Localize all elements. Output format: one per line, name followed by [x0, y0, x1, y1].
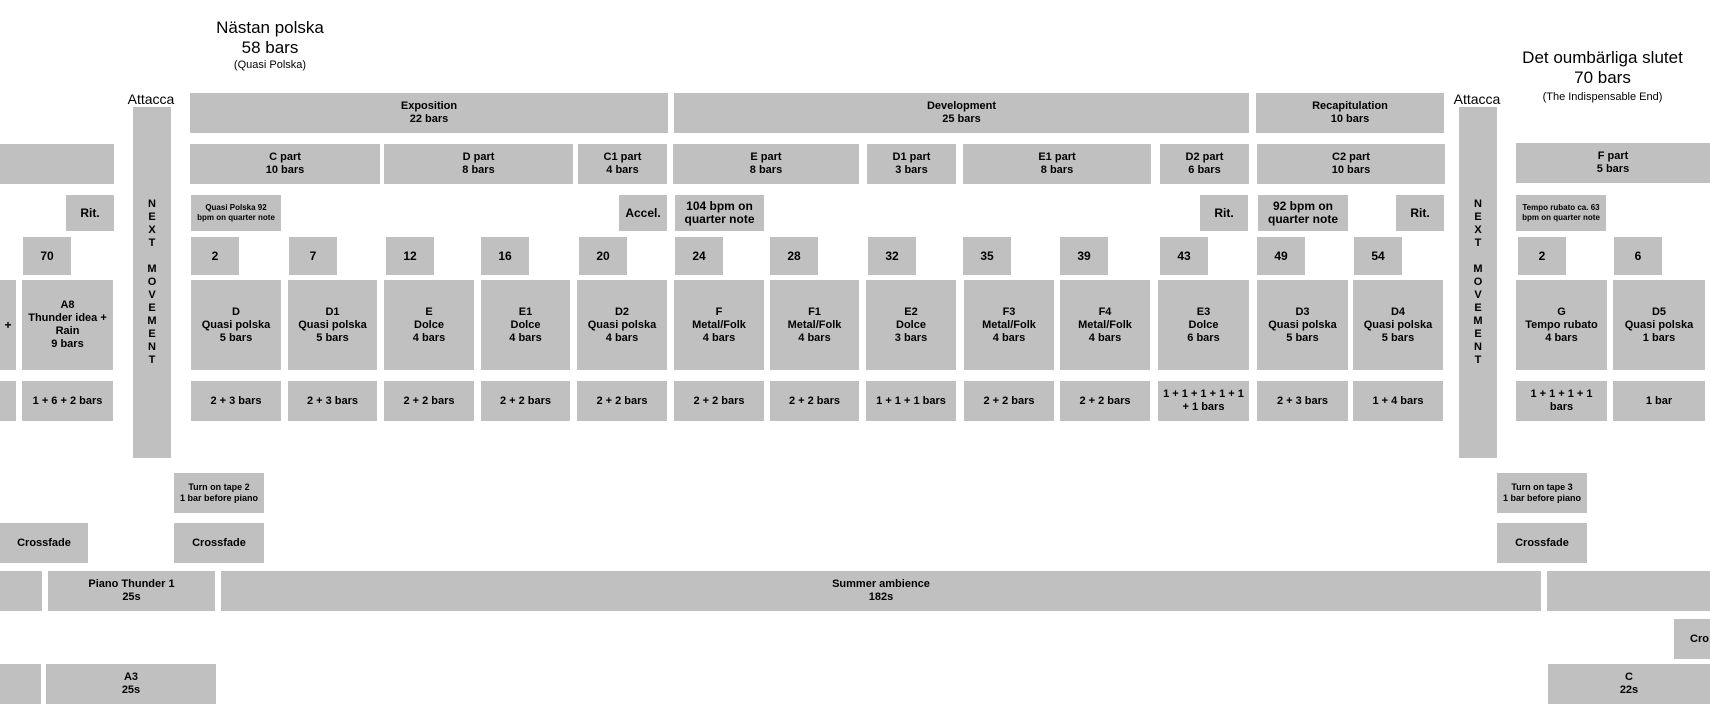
box-text: Cro: [1690, 632, 1709, 645]
attacca-label: Attacca: [1453, 91, 1501, 107]
phrase-line: Quasi polska: [1624, 318, 1694, 331]
box-text: Quasi Polska 92: [205, 203, 267, 212]
phrase-line: 3 bars: [894, 331, 928, 344]
subdivision-line: + 1 bars: [1182, 401, 1225, 413]
subdivision-block: [577, 381, 667, 421]
phrase-line: F3: [1002, 305, 1016, 318]
movement-bars: 58 bars: [241, 38, 299, 57]
phrase-block: [481, 280, 570, 370]
phrase-line: Dolce: [1188, 318, 1219, 331]
phrase-line: 9 bars: [51, 338, 84, 350]
phrase-line: Quasi polska: [298, 318, 367, 331]
subdivision-line: 1 + 4 bars: [1372, 394, 1424, 407]
box-text: quarter note: [1267, 212, 1338, 226]
tempo-92-bpm: [1258, 195, 1348, 231]
phrase-line: Dolce: [510, 318, 541, 331]
subdivision-block: [1257, 381, 1348, 421]
phrase-block: [288, 280, 377, 370]
part-bars: 5 bars: [1596, 163, 1630, 175]
section-name: Development: [926, 100, 997, 112]
phrase-block: [191, 280, 281, 370]
next-movement-bar: [133, 107, 171, 458]
subdivision-line: 1 + 1 + 1 bars: [876, 394, 946, 407]
subdivision-line: 1 bar: [1645, 394, 1673, 407]
section-name: Recapitulation: [1312, 100, 1388, 112]
box-text: Turn on tape 2: [188, 482, 250, 492]
movement-subtitle: (Quasi Polska): [233, 59, 307, 71]
part-name: D part: [462, 151, 495, 163]
crossfade: [0, 523, 88, 563]
movement-title-left: [190, 18, 350, 72]
box-text: 1 bar before piano: [179, 493, 259, 503]
box-text: bpm on quarter note: [1522, 213, 1600, 222]
phrase-line: D2: [614, 305, 630, 318]
movement-bars: 70 bars: [1574, 68, 1631, 87]
bar-number: 7: [289, 237, 337, 275]
part-name: C1 part: [603, 151, 642, 163]
track-right-cut: [1547, 571, 1710, 611]
next-movement-label: NEXT MOVEMENT: [1472, 198, 1484, 367]
phrase-line: 5 bars: [1286, 331, 1319, 344]
bar-number: 39: [1060, 237, 1108, 275]
phrase-line: D4: [1390, 305, 1406, 318]
bar-number: 54: [1354, 237, 1402, 275]
subdivision-block: [288, 381, 377, 421]
phrase-line: 4 bars: [1545, 331, 1578, 344]
bar-number: 35: [963, 237, 1011, 275]
phrase-line: F1: [808, 305, 821, 318]
tape-3-cue: [1497, 473, 1587, 513]
part-c: [190, 144, 380, 184]
section-bars: 25 bars: [942, 113, 981, 125]
phrase-line: 4 bars: [1088, 331, 1122, 344]
phrase-line: 6 bars: [1187, 331, 1220, 344]
phrase-line: Quasi polska: [1268, 318, 1337, 331]
phrase-line: E3: [1196, 305, 1211, 318]
bar-number: 6: [1614, 237, 1662, 275]
crossfade: [1497, 523, 1587, 563]
subdivision-block: [964, 381, 1054, 421]
subdivision-line: 2 + 2 bars: [499, 394, 552, 407]
phrase-line: Thunder idea +: [28, 312, 107, 324]
phrase-block: [770, 280, 859, 370]
tempo-rubato: [1516, 195, 1606, 231]
part-e1: [963, 144, 1151, 184]
bar-number: 12: [386, 237, 434, 275]
box-text: 22s: [1619, 684, 1639, 696]
phrase-block: [1060, 280, 1150, 370]
movement-name: Nästan polska: [216, 18, 324, 37]
crossfade-cut: [1674, 619, 1710, 659]
part-bars: 8 bars: [749, 164, 783, 176]
phrase-block: [1158, 280, 1249, 370]
phrase-block: [1613, 280, 1705, 370]
part-name: D2 part: [1185, 151, 1224, 163]
track-summer-ambience: [221, 571, 1541, 611]
phrase-line: Metal/Folk: [1078, 318, 1132, 331]
subdivision-line: 2 + 3 bars: [306, 394, 359, 407]
part-bars: 8 bars: [1040, 164, 1074, 176]
phrase-line: F: [715, 305, 723, 318]
part-bars: 3 bars: [895, 164, 928, 176]
box-text: bpm on quarter note: [197, 213, 275, 222]
tempo-quasi-polska: [191, 195, 281, 231]
next-movement-label: NEXT MOVEMENT: [146, 198, 158, 367]
box-text: 92 bpm on: [1272, 199, 1333, 213]
subdivision-line: 1 + 6 + 2 bars: [32, 394, 103, 407]
movement-name: Det oumbärliga slutet: [1522, 48, 1683, 67]
bar-number: 2: [191, 237, 239, 275]
box-text: Rit.: [80, 205, 100, 220]
subdivision-line: 2 + 2 bars: [983, 394, 1035, 407]
phrase-line: 4 bars: [798, 331, 831, 344]
part-d1: [867, 144, 956, 184]
phrase-line: D3: [1295, 305, 1310, 318]
phrase-line: 4 bars: [412, 331, 446, 344]
tempo-104-bpm: [675, 195, 764, 231]
phrase-line: Quasi polska: [201, 318, 271, 331]
subdivision-block: [1060, 381, 1150, 421]
subdivision-block: [674, 381, 764, 421]
phrase-line: E1: [518, 305, 533, 318]
phrase-line: Tempo rubato: [1525, 318, 1598, 331]
part-f: [1516, 143, 1710, 183]
subdivision-line: 2 + 3 bars: [1276, 394, 1329, 407]
section-bars: 22 bars: [409, 113, 449, 125]
phrase-block: [964, 280, 1054, 370]
box-text: 182s: [868, 591, 894, 603]
track-a3: [46, 664, 216, 704]
bar-number: 32: [868, 237, 916, 275]
phrase-line: Metal/Folk: [692, 318, 746, 331]
attacca-label: Attacca: [127, 91, 175, 107]
phrase-line: D: [232, 305, 240, 318]
box-text: Tempo rubato ca. 63: [1522, 203, 1600, 212]
section-bars: 10 bars: [1330, 113, 1370, 125]
subdivision-line: 2 + 2 bars: [1079, 394, 1131, 407]
box-text: Turn on tape 3: [1511, 482, 1573, 492]
phrase-line: F4: [1098, 305, 1112, 318]
subdivision-block: [1516, 381, 1607, 421]
phrase-block: [1257, 280, 1348, 370]
phrase-left-cut: [0, 280, 16, 370]
subdivision-line: 2 + 3 bars: [210, 394, 262, 407]
box-text: quarter note: [684, 212, 755, 226]
box-text: 104 bpm on: [686, 199, 753, 213]
box-text: Rit.: [1214, 205, 1234, 220]
part-bars: 10 bars: [265, 164, 305, 176]
box-text: Crossfade: [1515, 536, 1569, 549]
part-name: E1 part: [1038, 151, 1076, 163]
box-text: 1 bar before piano: [1502, 493, 1582, 503]
bar-number: 28: [770, 237, 818, 275]
box-text: Accel.: [625, 205, 661, 220]
track-c: [1548, 664, 1710, 704]
box-text: Crossfade: [192, 536, 246, 549]
box-text: Rit.: [1410, 205, 1430, 220]
phrase-line: 5 bars: [219, 331, 253, 344]
track-piano-thunder: [48, 571, 215, 611]
phrase-block: [22, 280, 113, 370]
track-left-cut: [0, 664, 41, 704]
track-left-cut: [0, 571, 42, 611]
subdivision-line: bars: [1549, 401, 1574, 413]
subdivision-block: [481, 381, 570, 421]
phrase-line: Quasi polska: [1363, 318, 1433, 331]
part-c2: [1257, 144, 1445, 184]
box-text: 25s: [121, 684, 141, 696]
movement-subtitle: (The Indispensable End): [1542, 91, 1663, 103]
phrase-line: 5 bars: [316, 331, 349, 344]
phrase-line: 4 bars: [509, 331, 542, 344]
part-d2: [1160, 144, 1249, 184]
phrase-line: D1: [325, 305, 340, 318]
bar-number: 24: [675, 237, 723, 275]
subdivision-block: [1353, 381, 1443, 421]
bar-number: 16: [481, 237, 529, 275]
section-recapitulation: [1256, 93, 1444, 133]
phrase-line: 4 bars: [605, 331, 639, 344]
tape-2-cue: [174, 473, 264, 513]
box-text: A3: [123, 671, 139, 683]
phrase-line: Metal/Folk: [982, 318, 1036, 331]
phrase-block: [577, 280, 667, 370]
box-text: +: [4, 317, 12, 332]
phrase-line: 4 bars: [702, 331, 736, 344]
phrase-line: A8: [60, 299, 75, 311]
tempo-accel: [619, 195, 667, 231]
box-text: C: [1625, 671, 1633, 683]
bar-number: 70: [23, 237, 71, 275]
section-name: Exposition: [400, 100, 458, 112]
part-d: [384, 144, 573, 184]
phrase-block: [866, 280, 956, 370]
phrase-block: [384, 280, 474, 370]
phrase-line: Quasi polska: [587, 318, 657, 331]
bar-number: 20: [579, 237, 627, 275]
subdivision-block: [191, 381, 281, 421]
subdivision-line: 2 + 2 bars: [403, 394, 455, 407]
subdivision-line: 1 + 1 + 1 + 1: [1530, 388, 1593, 400]
phrase-line: E: [425, 305, 433, 318]
box-text: Piano Thunder 1: [88, 578, 175, 590]
crossfade: [174, 523, 264, 563]
phrase-block: [674, 280, 764, 370]
phrase-line: Dolce: [414, 318, 444, 331]
tempo-rit: [66, 195, 114, 231]
subdivision-left-cut: [0, 381, 16, 421]
part-name: D1 part: [892, 151, 931, 163]
tempo-rit: [1200, 195, 1248, 231]
phrase-line: 5 bars: [1381, 331, 1415, 344]
part-left-cut: [0, 144, 114, 184]
phrase-block: [1353, 280, 1443, 370]
subdivision-line: 2 + 2 bars: [788, 394, 841, 407]
subdivision-line: 2 + 2 bars: [693, 394, 745, 407]
part-name: F part: [1597, 150, 1629, 162]
phrase-line: E2: [904, 305, 918, 318]
phrase-line: Dolce: [896, 318, 926, 331]
tempo-rit: [1396, 195, 1444, 231]
phrase-line: Rain: [55, 325, 80, 337]
phrase-line: Metal/Folk: [787, 318, 842, 331]
section-development: [674, 93, 1249, 133]
subdivision-block: [770, 381, 859, 421]
part-name: C part: [269, 151, 301, 163]
part-e: [673, 144, 859, 184]
bar-number: 49: [1257, 237, 1305, 275]
box-text: 25s: [122, 591, 141, 603]
next-movement-bar: [1459, 107, 1497, 458]
bar-number: 2: [1518, 237, 1566, 275]
box-text: Summer ambience: [832, 578, 930, 590]
part-c1: [578, 144, 667, 184]
subdivision-line: 2 + 2 bars: [596, 394, 648, 407]
part-bars: 4 bars: [606, 164, 639, 176]
subdivision-block: [1158, 381, 1249, 421]
box-text: Crossfade: [17, 536, 71, 549]
bar-number: 43: [1160, 237, 1208, 275]
section-exposition: [190, 93, 668, 133]
part-name: C2 part: [1332, 151, 1370, 163]
subdivision-block: [866, 381, 956, 421]
part-name: E part: [750, 151, 782, 163]
phrase-line: D5: [1651, 305, 1667, 318]
phrase-line: 4 bars: [992, 331, 1026, 344]
phrase-block: [1516, 280, 1607, 370]
part-bars: 10 bars: [1331, 164, 1371, 176]
part-bars: 8 bars: [462, 164, 495, 176]
subdivision-block: [384, 381, 474, 421]
part-bars: 6 bars: [1188, 164, 1221, 176]
phrase-line: 1 bars: [1642, 331, 1676, 344]
subdivision-line: 1 + 1 + 1 + 1 + 1: [1163, 388, 1244, 400]
movement-title-right: [1500, 48, 1705, 104]
phrase-line: G: [1557, 305, 1566, 318]
subdivision-block: [1613, 381, 1705, 421]
subdivision-block: [22, 381, 113, 421]
